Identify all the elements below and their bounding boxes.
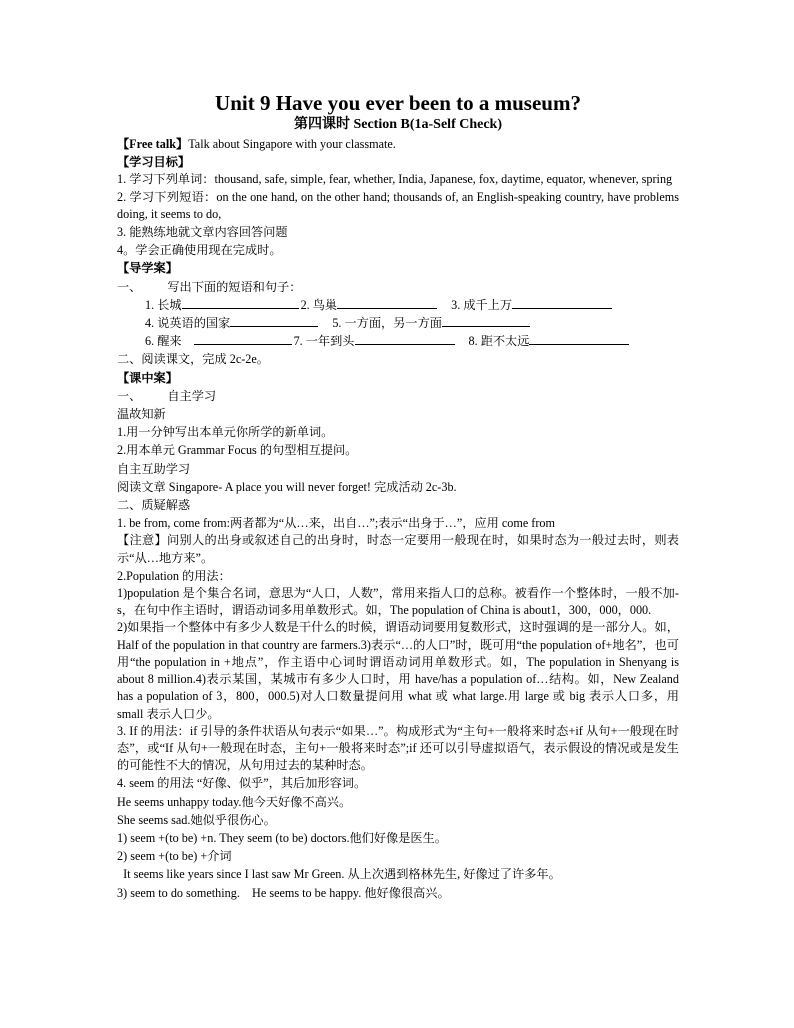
class-section-1-number: 一、 bbox=[117, 388, 142, 403]
phrase-5: 5. 一方面，另一方面 bbox=[332, 316, 442, 331]
guide-section-1-text: 写出下面的短语和句子： bbox=[167, 279, 302, 294]
phrase-2: 2. 鸟巢 bbox=[300, 297, 338, 312]
objectives-heading: 【学习目标】 bbox=[117, 155, 191, 170]
guide-section-1-number: 一、 bbox=[117, 279, 142, 294]
guide-heading: 【导学案】 bbox=[117, 261, 178, 276]
phrase-6: 6. 醒来 bbox=[145, 334, 182, 349]
point-4-usage-2-example: It seems like years since I last saw Mr Green. 从上次遇到格林先生, 好像过了许多年。 bbox=[117, 867, 561, 882]
class-heading: 【课中案】 bbox=[117, 370, 178, 385]
class-section-1-text: 自主学习 bbox=[167, 388, 217, 403]
objective-4: 4。学会正确使用现在完成时。 bbox=[117, 243, 282, 258]
objective-3: 3. 能熟练地就文章内容回答问题 bbox=[117, 225, 288, 240]
class-section-1 bbox=[117, 387, 679, 405]
free-talk-tag: 【Free talk】 bbox=[117, 137, 189, 151]
phrase-row-2 bbox=[117, 314, 679, 332]
guide-section-2: 二、阅读课文，完成 2c-2e。 bbox=[117, 352, 269, 367]
guide-section-1 bbox=[117, 278, 679, 296]
point-4-example-2: She seems sad.她似乎很伤心。 bbox=[117, 812, 276, 827]
point-1-note: 【注意】问别人的出身或叙述自己的出身时，时态一定要用一般现在时，如果时态为一般过去时，则表示“从…地方来”。 bbox=[117, 533, 679, 565]
point-1: 1. be from, come from:两者都为“从…来，出自…”;表示“出身于…”，应用 come from bbox=[117, 516, 555, 531]
phrase-8: 8. 距不太远 bbox=[468, 334, 530, 349]
free-talk-line bbox=[117, 135, 679, 153]
phrase-7-blank[interactable] bbox=[355, 332, 455, 345]
point-3: 3. If 的用法：if 引导的条件状语从句表示“如果…”。构成形式为“主句+一般将来时态+if 从句+一般现在时态”，或“If 从句+一般现在时态，主句+一般将来时态”;if 还可以引导虚拟语气，表示假设的情况或是发生的可能性不大的情况，从句用过去的某种时态。 bbox=[117, 723, 679, 773]
phrase-4: 4. 说英语的国家 bbox=[145, 316, 231, 331]
point-2-usage-1: 1)population 是个集合名词，意思为“人口，人数”，常用来指人口的总称。被看作一个整体时，一般不加-s，在句中作主语时，谓语动词多用单数形式。如，The population of China is about1，300，000，000. bbox=[117, 586, 679, 618]
phrase-3-blank[interactable] bbox=[512, 296, 612, 309]
phrase-5-blank[interactable] bbox=[442, 314, 530, 327]
objective-1: 1. 学习下列单词：thousand, safe, simple, fear, whether, India, Japanese, fox, daytime, equator, whenever, spring bbox=[117, 172, 673, 187]
point-4-usage-1: 1) seem +(to be) +n. They seem (to be) doctors.他们好像是医生。 bbox=[117, 830, 447, 845]
phrase-4-blank[interactable] bbox=[230, 314, 318, 327]
class-section-2: 二、质疑解惑 bbox=[117, 498, 191, 513]
phrase-row-1 bbox=[117, 296, 679, 314]
phrase-3: 3. 成千上万 bbox=[451, 297, 513, 312]
phrase-row-3 bbox=[117, 332, 679, 350]
free-talk-text: Talk about Singapore with your classmate. bbox=[188, 137, 396, 151]
phrase-7: 7. 一年到头 bbox=[293, 334, 355, 349]
point-4-usage-3: 3) seem to do something. He seems to be happy. 他好像很高兴。 bbox=[117, 885, 450, 900]
self-help-label: 自主互助学习 bbox=[117, 461, 191, 476]
worksheet-page bbox=[117, 90, 679, 902]
review-task-1: 1.用一分钟写出本单元你所学的新单词。 bbox=[117, 425, 334, 440]
objective-2: 2. 学习下列短语：on the one hand, on the other hand; thousands of, an English-speaking country, have problems doing, it seems to do, bbox=[117, 189, 679, 221]
phrase-1: 1. 长城 bbox=[145, 297, 182, 312]
phrase-8-blank[interactable] bbox=[529, 332, 629, 345]
point-4-example-1: He seems unhappy today.他今天好像不高兴。 bbox=[117, 794, 352, 809]
point-2-usage-2: 2)如果指一个整体中有多少人数是干什么的时候，谓语动词要用复数形式，这时强调的是一部分人。如，Half of the population in that country are farmers.3)表示“…的人口”时，既可用“the population of+地名”，也可用“the population in +地点”，作主语中心词时谓语动词用单数形式。如，The population in Shenyang is about 8 million.4)表示某国，某城市有多少人口时，用 have/has a population of…结构。如，New Zealand has a population of 3，800，000.5)对人口数量提问用 what 或 what large.用 large 或 big 表示人口多，用 small 表示人口少。 bbox=[117, 620, 679, 721]
point-4-usage-2: 2) seem +(to be) +介词 bbox=[117, 849, 232, 864]
page-title: Unit 9 Have you ever been to a museum? bbox=[215, 91, 581, 115]
reading-task: 阅读文章 Singapore- A place you will never forget! 完成活动 2c-3b. bbox=[117, 479, 457, 494]
phrase-6-blank[interactable] bbox=[194, 332, 292, 345]
phrase-2-blank[interactable] bbox=[337, 296, 437, 309]
review-task-2: 2.用本单元 Grammar Focus 的句型相互提问。 bbox=[117, 443, 358, 458]
review-label: 温故知新 bbox=[117, 407, 166, 422]
point-4: 4. seem 的用法 “好像、似乎”，其后加形容词。 bbox=[117, 776, 367, 791]
phrase-1-blank[interactable] bbox=[182, 296, 299, 309]
point-2: 2.Population 的用法： bbox=[117, 568, 231, 583]
page-subtitle: 第四课时 Section B(1a-Self Check) bbox=[293, 117, 503, 132]
